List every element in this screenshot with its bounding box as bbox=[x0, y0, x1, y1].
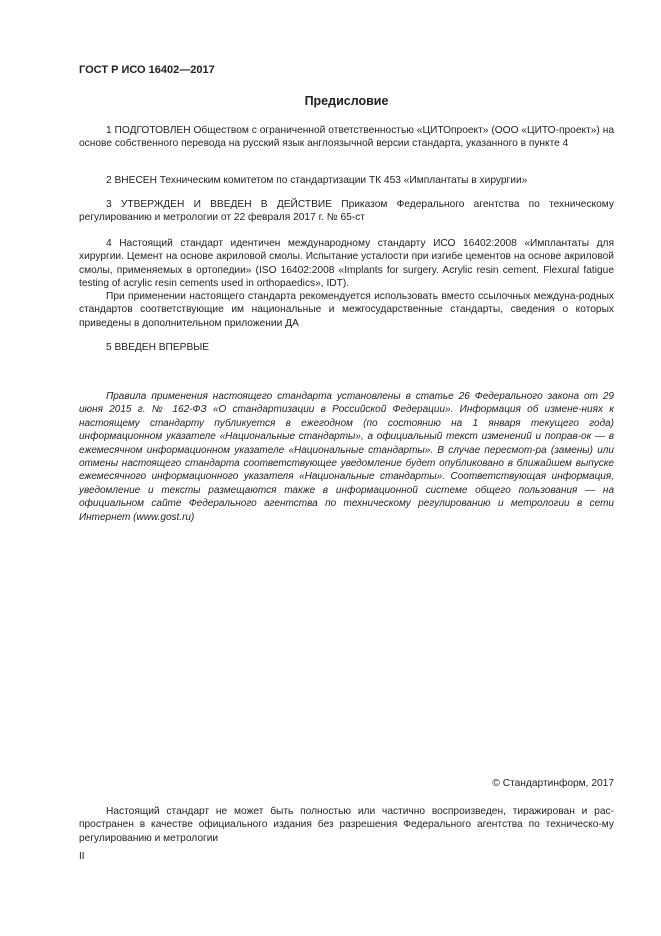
paragraph-3: 3 УТВЕРЖДЕН И ВВЕДЕН В ДЕЙСТВИЕ Приказом Федерального агентства по техническому регулированию и метрологии от 22 февраля 2017 г. № 65-ст bbox=[79, 199, 614, 224]
footer-notice: Настоящий стандарт не может быть полностью или частично воспроизведен, тиражирован и рас-пространен в качестве официального издания без разрешения Федерального агентства по техническо-му регулированию и метрологии bbox=[79, 806, 614, 844]
paragraph-4-note: При применении настоящего стандарта рекомендуется использовать вместо ссылочных междуна-родных стандартов соответствующие им национальные и межгосударственные стандарты, сведения о которых приведены в дополнительном приложении ДА bbox=[79, 291, 614, 329]
italic-notice: Правила применения настоящего стандарта установлены в статье 26 Федерального закона от 29 июня 2015 г. № 162-ФЗ «О стандартизации в Российской Федерации». Информация об измене-ниях к настоящему стандарту публикуется в ежегодном (по состоянию на 1 января текущего года) информационном указателе «Национальные стандарты», а официальный текст изменений и поправ-ок — в ежемесячном информационном указателе «Национальные стандарты». В случае пересмот-ра (замены) или отмены настоящего стандарта соответствующее уведомление будет опубликовано в ближайшем выпуске ежемесячного информационного указателя «Национальные стандарты». Соответствующая информация, уведомление и тексты размещаются также в информационной системе общего пользования — на официальном сайте Федерального агентства по техническому регулированию и метрологии в сети Интернет (www.gost.ru) bbox=[79, 391, 614, 523]
copyright: © Стандартинформ, 2017 bbox=[492, 778, 614, 789]
page-number: II bbox=[79, 851, 85, 862]
paragraph-5: 5 ВВЕДЕН ВПЕРВЫЕ bbox=[106, 342, 210, 353]
document-header: ГОСТ Р ИСО 16402—2017 bbox=[79, 64, 215, 76]
paragraph-4: 4 Настоящий стандарт идентичен международному стандарту ИСО 16402:2008 «Имплантаты для хирургии. Цемент на основе акриловой смолы. Испытание усталости при изгибе цементов на основе акриловой смолы, применяемых в ортопедии» (ISO 16402:2008 «Implants for surgery. Acrylic resin cement. Flexural fatigue testing of acrylic resin cements used in orthopaedics», IDT). bbox=[79, 238, 614, 290]
paragraph-2: 2 ВНЕСЕН Техническим комитетом по стандартизации ТК 453 «Имплантаты в хирургии» bbox=[106, 175, 528, 186]
paragraph-1: 1 ПОДГОТОВЛЕН Обществом с ограниченной ответственностью «ЦИТОпроект» (ООО «ЦИТО-проект») на основе собственного перевода на русский язык англоязычной версии стандарта, указанного в пункте 4 bbox=[79, 125, 614, 150]
section-title: Предисловие bbox=[304, 94, 389, 108]
